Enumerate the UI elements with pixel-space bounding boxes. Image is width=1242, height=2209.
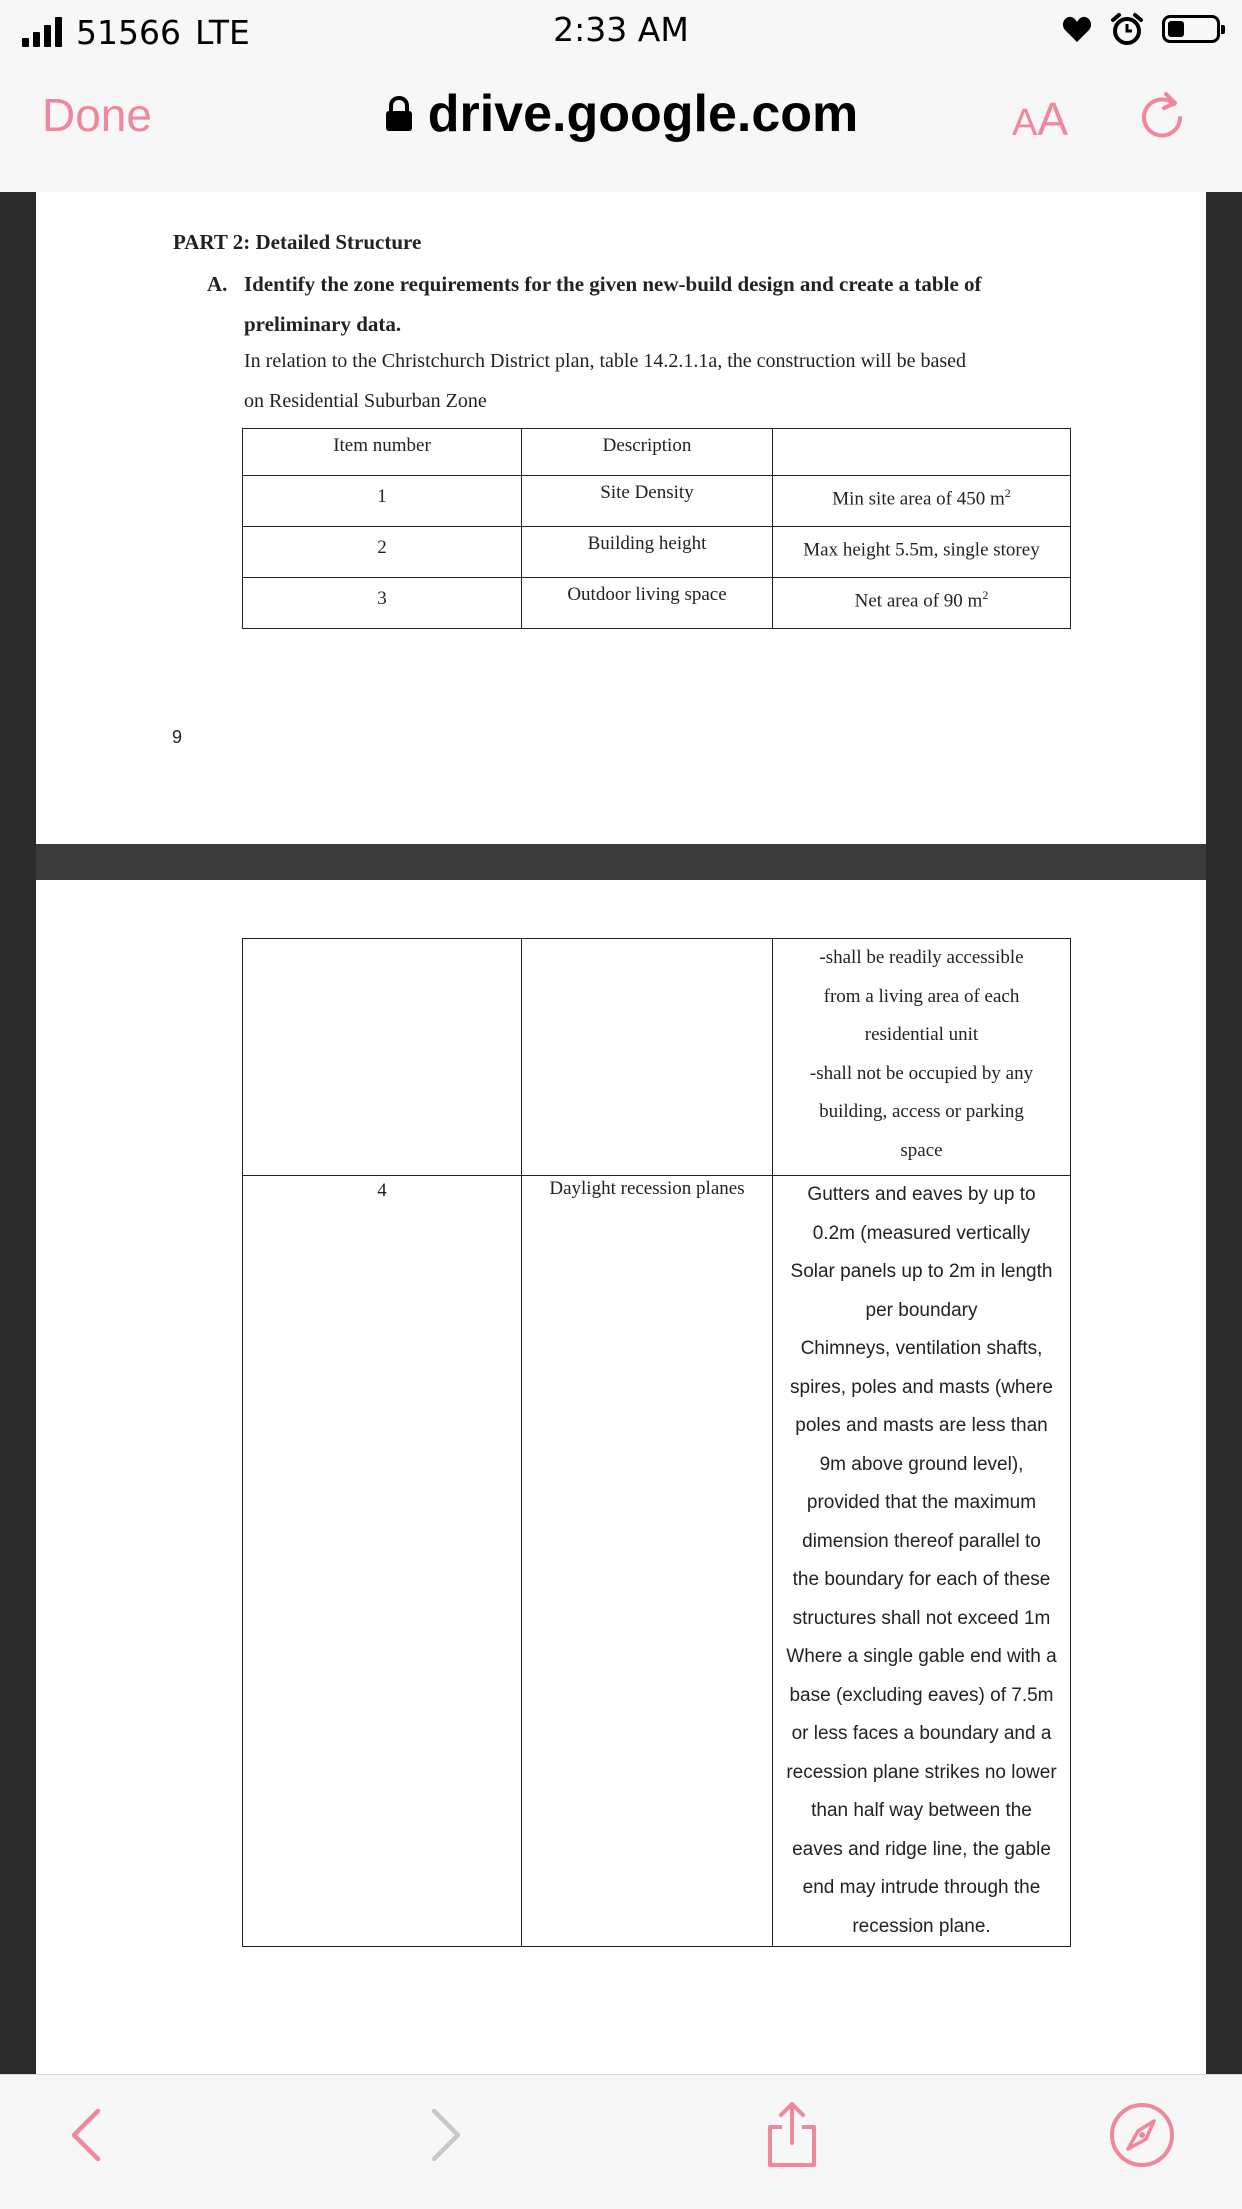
requirement-line: 0.2m (measured vertically: [812, 1222, 1031, 1244]
requirement-line: recession plane strikes no lower: [786, 1761, 1057, 1783]
requirement-line: -shall be readily accessible: [819, 947, 1024, 968]
document-page-9: [36, 192, 1206, 844]
table-row: [243, 527, 1071, 578]
row-item-number: 3: [243, 578, 522, 629]
requirement-line: per boundary: [865, 1299, 978, 1321]
url-text: drive.google.com: [427, 85, 859, 143]
part-heading: PART 2: Detailed Structure: [173, 230, 422, 254]
requirement-line: base (excluding eaves) of 7.5m: [789, 1684, 1054, 1706]
row-description: Daylight recession planes: [522, 1176, 773, 1947]
requirement-text: Max height 5.5m, single storey: [803, 539, 1040, 561]
requirement-line: -shall not be occupied by any: [809, 1062, 1034, 1084]
requirement-line: spires, poles and masts (where: [790, 1376, 1053, 1398]
share-button[interactable]: [756, 2099, 828, 2171]
row-description: Site Density: [522, 476, 773, 527]
requirement-line: the boundary for each of these: [792, 1569, 1051, 1590]
table-row: [243, 476, 1071, 527]
requirement-superscript: 2: [982, 588, 989, 602]
intro-text-line-2: on Residential Suburban Zone: [244, 390, 487, 412]
requirement-superscript: 2: [1004, 486, 1011, 500]
requirement-line: 9m above ground level),: [819, 1453, 1024, 1475]
zone-requirements-table: [242, 428, 1071, 629]
text-size-small-letter: A: [1012, 102, 1038, 144]
browser-header: [0, 62, 1242, 193]
status-icons: [1062, 12, 1220, 46]
question-letter: A.: [207, 272, 228, 296]
row-item-number: 1: [243, 476, 522, 527]
requirement-text: Net area of 90 m: [854, 590, 983, 612]
network-type: LTE: [194, 12, 250, 52]
requirement-line: eaves and ridge line, the gable: [792, 1838, 1051, 1860]
compass-icon: [1106, 2099, 1178, 2171]
battery-icon: [1162, 15, 1220, 43]
row-description: Building height: [522, 527, 773, 578]
header-item-number: Item number: [243, 429, 522, 476]
row-requirement: [773, 527, 1071, 578]
requirement-line: than half way between the: [811, 1800, 1032, 1821]
table-row: [243, 1176, 1071, 1947]
question-text-line-2: preliminary data.: [244, 312, 402, 336]
status-bar: [0, 0, 1242, 62]
requirement-text: Min site area of 450 m: [832, 488, 1005, 510]
intro-text-line-1: In relation to the Christchurch District plan, table 14.2.1.1a, the construction will be based: [244, 350, 967, 372]
table-row-continued: [243, 939, 1071, 1176]
document-viewer[interactable]: [0, 192, 1242, 2074]
forward-arrow-icon: [408, 2099, 480, 2171]
header-requirement: [773, 429, 1071, 476]
requirement-line: from a living area of each: [823, 985, 1020, 1007]
forward-button[interactable]: [408, 2099, 480, 2171]
requirement-line: Gutters and eaves by up to: [807, 1184, 1036, 1205]
heart-icon: [1062, 15, 1092, 43]
reload-button[interactable]: [1134, 88, 1190, 144]
text-size-big-letter: A: [1037, 93, 1069, 145]
requirement-line: provided that the maximum: [806, 1492, 1037, 1513]
requirement-line: recession plane.: [852, 1915, 991, 1937]
row-requirement: [773, 1176, 1071, 1947]
question-text-line-1: Identify the zone requirements for the given new-build design and create a table of: [244, 272, 982, 296]
text-size-button[interactable]: [1012, 92, 1068, 146]
back-arrow-icon: [52, 2099, 124, 2171]
requirement-line: poles and masts are less than: [795, 1415, 1048, 1436]
requirement-line: Chimneys, ventilation shafts,: [800, 1338, 1043, 1359]
row-requirement: [773, 578, 1071, 629]
zone-requirements-table-continued: [242, 938, 1071, 1947]
requirement-line: dimension thereof parallel to: [802, 1530, 1041, 1552]
requirement-line: space: [900, 1139, 943, 1161]
lock-icon: [384, 95, 414, 133]
row-requirement: [773, 939, 1071, 1176]
row-item-number: 2: [243, 527, 522, 578]
requirement-line: structures shall not exceed 1m: [792, 1607, 1051, 1629]
row-description: Outdoor living space: [522, 578, 773, 629]
browser-toolbar: [0, 2074, 1242, 2209]
requirement-line: Where a single gable end with a: [786, 1646, 1057, 1667]
row-item-number: [243, 939, 522, 1176]
document-page-10: [36, 880, 1206, 2074]
carrier-name: 51566: [76, 12, 181, 52]
row-description: [522, 939, 773, 1176]
requirement-line: residential unit: [864, 1024, 979, 1045]
open-in-safari-button[interactable]: [1106, 2099, 1178, 2171]
share-icon: [756, 2099, 828, 2171]
table-row: [243, 578, 1071, 629]
reload-icon: [1134, 88, 1190, 144]
row-requirement: [773, 476, 1071, 527]
alarm-clock-icon: [1110, 12, 1144, 46]
requirement-line: building, access or parking: [819, 1101, 1024, 1122]
page-number: 9: [172, 727, 183, 747]
requirement-line: end may intrude through the: [802, 1877, 1041, 1898]
page-divider: [36, 844, 1206, 880]
status-time: 2:33 AM: [553, 10, 689, 49]
back-button[interactable]: [52, 2099, 124, 2171]
requirement-line: or less faces a boundary and a: [791, 1723, 1052, 1744]
requirement-line: Solar panels up to 2m in length: [790, 1261, 1053, 1282]
row-item-number: 4: [243, 1176, 522, 1947]
table-header-row: [243, 429, 1071, 476]
header-description: Description: [522, 429, 773, 476]
done-button[interactable]: Done: [42, 89, 152, 141]
